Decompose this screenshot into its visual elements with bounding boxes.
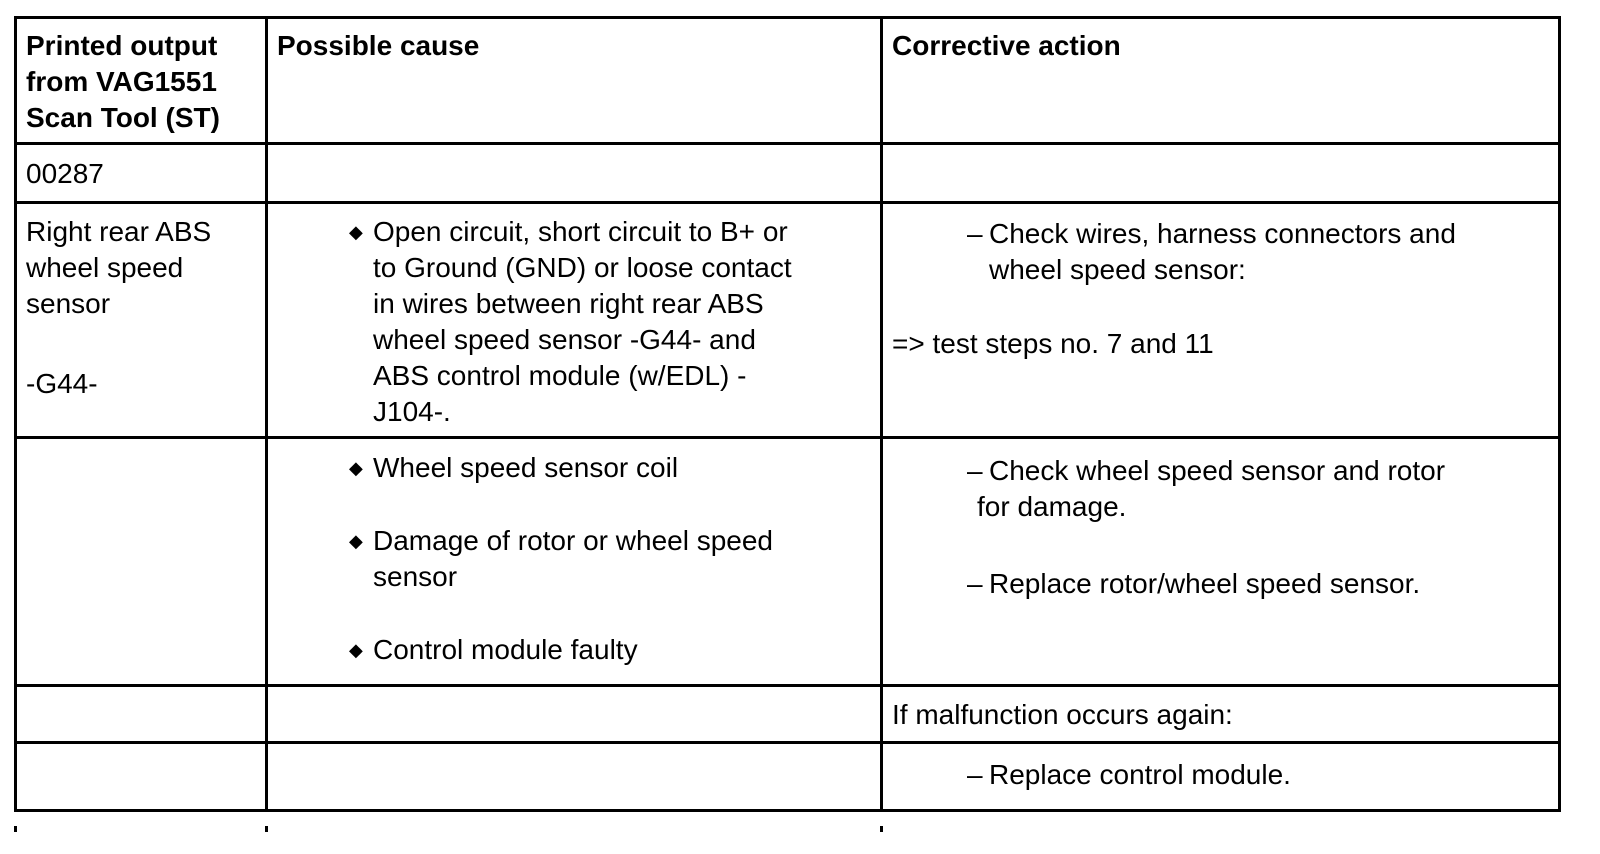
table-border-bottom (14, 809, 1561, 812)
table-border-right (1558, 16, 1561, 812)
row-divider-code (14, 201, 1561, 204)
cause-item (349, 632, 638, 668)
dash-icon: – (967, 218, 983, 249)
dash-icon: – (967, 455, 983, 486)
bullet-icon: ◆ (349, 458, 363, 478)
bullet-icon: ◆ (349, 531, 363, 551)
action-item (967, 757, 1291, 793)
table-border-top (14, 16, 1561, 19)
row-divider-2 (14, 684, 1561, 687)
header-line: from VAG1551 (26, 66, 217, 97)
text-line: wheel speed (26, 252, 184, 283)
component-name (26, 214, 211, 322)
text-line: wheel speed sensor -G44- and (373, 324, 756, 355)
text-line: J104-. (373, 396, 451, 427)
row-divider-header (14, 142, 1561, 145)
text-line: wheel speed sensor: (989, 254, 1246, 285)
header-possible-cause: Possible cause (277, 30, 480, 61)
cause-item (349, 523, 773, 595)
text-line: Damage of rotor or wheel speed (373, 525, 773, 556)
text-line: Right rear ABS (26, 216, 212, 247)
text-line: Check wires, harness connectors and (989, 218, 1456, 249)
column-divider-1 (265, 16, 268, 812)
text-line: to Ground (GND) or loose contact (373, 252, 792, 283)
action-item (967, 566, 1421, 602)
cause-item (349, 450, 679, 486)
header-printed-output (26, 28, 220, 136)
malfunction-note: If malfunction occurs again: (892, 699, 1233, 730)
tick-mark (14, 826, 17, 832)
tick-mark (265, 826, 268, 832)
action-item (967, 453, 1446, 525)
component-part-number: -G44- (26, 368, 98, 399)
fault-code: 00287 (26, 158, 104, 189)
text-line: Control module faulty (373, 634, 638, 665)
text-line: in wires between right rear ABS (373, 288, 764, 319)
header-corrective-action: Corrective action (892, 30, 1121, 61)
fault-table (14, 16, 1561, 812)
cause-item (349, 214, 792, 430)
text-line: ABS control module (w/EDL) - (373, 360, 747, 391)
text-line: Replace rotor/wheel speed sensor. (989, 568, 1421, 599)
bullet-icon: ◆ (349, 640, 363, 660)
text-line: Wheel speed sensor coil (373, 452, 679, 483)
text-line: for damage. (977, 491, 1127, 522)
dash-icon: – (967, 759, 983, 790)
text-line: Replace control module. (989, 759, 1291, 790)
header-line: Scan Tool (ST) (26, 102, 220, 133)
column-divider-2 (880, 16, 883, 812)
text-line: Open circuit, short circuit to B+ or (373, 216, 788, 247)
header-line: Printed output (26, 30, 218, 61)
dash-icon: – (967, 568, 983, 599)
text-line: Check wheel speed sensor and rotor (989, 455, 1446, 486)
tick-mark (880, 826, 883, 832)
test-step-reference: => test steps no. 7 and 11 (892, 328, 1214, 359)
action-item (967, 216, 1456, 288)
text-line: sensor (373, 561, 458, 592)
row-divider-1 (14, 436, 1561, 439)
row-divider-3 (14, 741, 1561, 744)
text-line: sensor (26, 288, 111, 319)
bullet-icon: ◆ (349, 222, 363, 242)
table-border-left (14, 16, 17, 812)
